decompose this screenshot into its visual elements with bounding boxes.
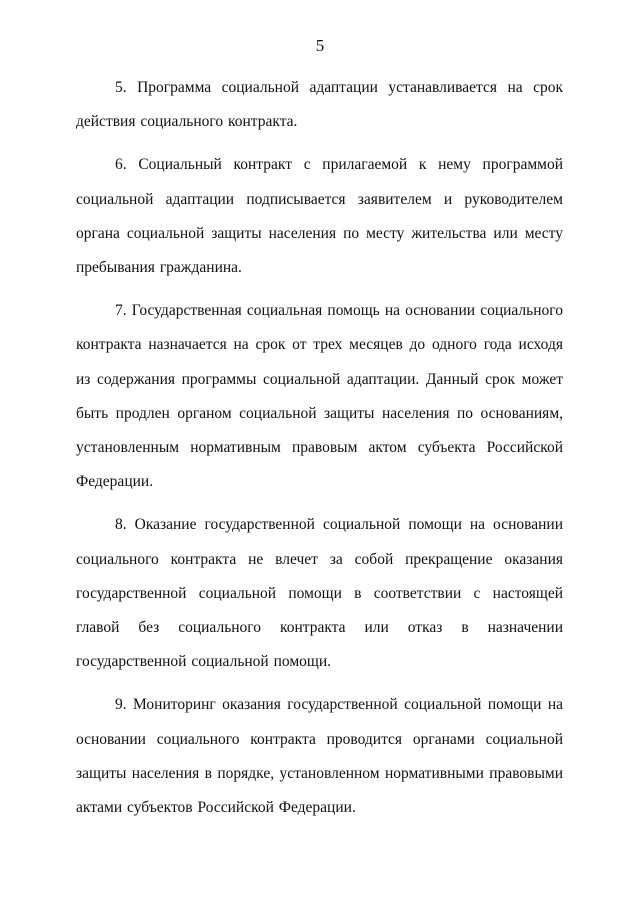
paragraph-7: 7. Государственная социальная помощь на основании социального контракта назначается на срок от трех месяцев до одного года исходя из содержания программы социальной адаптации. Данный срок может быть продлен органом социальной защиты населения по основаниям, установленным нормативным правовым актом субъекта Российской Федерации. bbox=[76, 302, 563, 491]
paragraph-6: 6. Социальный контракт с прилагаемой к нему программой социальной адаптации подписывается заявителем и руководителем органа социальной защиты населения по месту жительства или месту пребывания гражданина. bbox=[76, 156, 563, 277]
page-number: 5 bbox=[315, 36, 325, 55]
document-body bbox=[76, 71, 563, 834]
paragraph-5: 5. Программа социальной адаптации устанавливается на срок действия социального контракта. bbox=[76, 79, 563, 131]
paragraph-9: 9. Мониторинг оказания государственной социальной помощи на основании социального контракта проводится органами социальной защиты населения в порядке, установленном нормативными правовыми актами субъектов Российской Федерации. bbox=[76, 696, 563, 817]
paragraph-8: 8. Оказание государственной социальной помощи на основании социального контракта не влечет за собой прекращение оказания государственной социальной помощи в соответствии с настоящей главой без социального контракта или отказ в назначении государственной социальной помощи. bbox=[76, 516, 563, 671]
